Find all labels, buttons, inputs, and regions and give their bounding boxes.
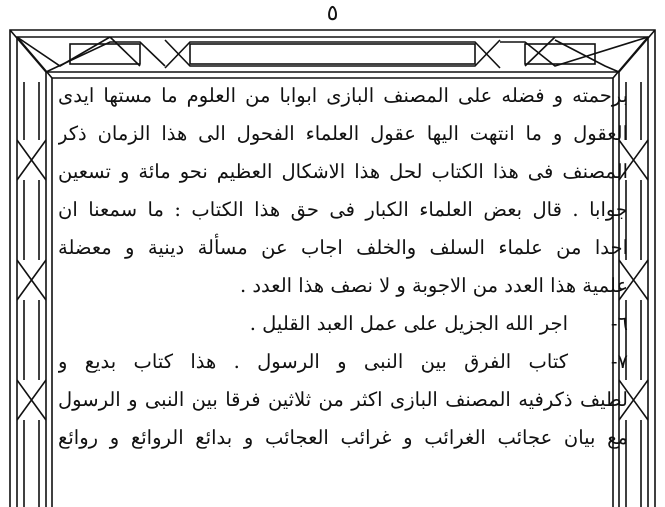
item-number: ٧- (610, 350, 628, 373)
text-line: احدا من علماء السلف والخلف اجاب عن مسألة دينية و معضلة (58, 236, 628, 259)
page-number: ٥ (326, 1, 339, 26)
text-line: جوابا . قال بعض العلماء الكبار فى حق هذا الكتاب : ما سمعنا ان (58, 198, 628, 221)
list-item (58, 343, 628, 381)
list-item (58, 305, 628, 343)
main-text (58, 77, 628, 457)
text-line: المصنف فى هذا الكتاب لحل هذا الاشكال العظيم نحو مائة و تسعين (58, 160, 628, 183)
item-text: كتاب الفرق بين النبى و الرسول . هذا كتاب بديع و (58, 350, 568, 373)
text-line: العقول و ما انتهت اليها عقول العلماء الفحول الى هذا الزمان ذكر (58, 122, 628, 145)
item-number: ٦- (610, 312, 628, 335)
text-line: علمية هذا العدد من الاجوبة و لا نصف هذا العدد . (239, 274, 628, 297)
text-line: لطيف ذكرفيه المصنف البازى اكثر من ثلاثين فرقا بين النبى و الرسول (58, 388, 628, 411)
text-line: مع بيان عجائب الغرائب و غرائب العجائب و بدائع الروائع و روائع (58, 426, 628, 449)
item-text: اجر الله الجزيل على عمل العبد القليل . (249, 312, 568, 335)
text-line: برحمته و فضله على المصنف البازى ابوابا من العلوم ما مستها ايدى (58, 84, 628, 107)
